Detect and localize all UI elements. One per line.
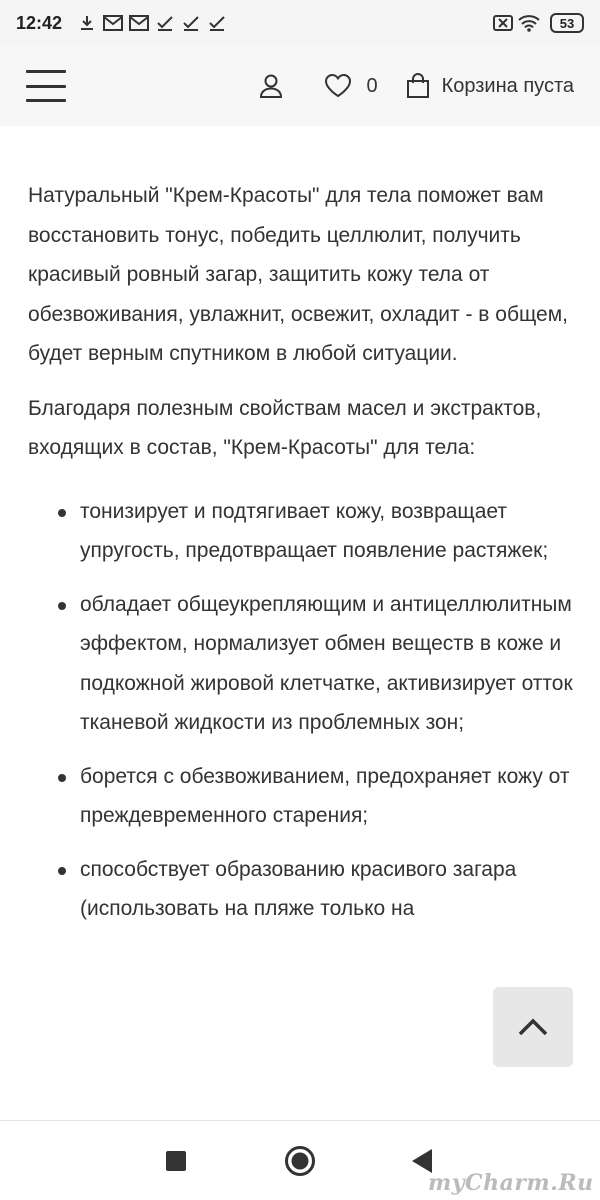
check-icon <box>154 12 176 34</box>
scroll-to-top-button[interactable] <box>493 987 573 1067</box>
cart-button[interactable] <box>406 73 574 99</box>
site-header <box>0 46 600 126</box>
watermark: myCharm.Ru <box>428 1170 594 1196</box>
status-time: 12:42 <box>16 12 63 33</box>
recents-button[interactable] <box>158 1143 194 1179</box>
download-icon <box>76 12 98 34</box>
description-paragraph: Натуральный "Крем-Красоты" для тела поможет вам восстановить тонус, победить целлюлит, получить красивый ровный загар, защитить кожу тела от обезвоживания, увлажнит, освежит, охладит - в общем, будет верным спутником в любой ситуации. <box>28 184 568 365</box>
menu-button[interactable] <box>26 70 66 102</box>
menu-icon-line <box>26 99 66 102</box>
user-icon <box>258 73 284 99</box>
heart-icon <box>324 73 352 99</box>
battery-icon: 53 <box>550 13 584 33</box>
wishlist-button[interactable] <box>324 73 377 99</box>
menu-icon-line <box>26 85 66 88</box>
shopping-bag-icon <box>406 73 430 99</box>
home-button[interactable] <box>282 1143 318 1179</box>
list-item: обладает общеукрепляющим и антицеллюлитным эффектом, нормализует обмен веществ в коже и подкожной жировой клетчатке, активизирует отток тканевой жидкости из проблемных зон; <box>80 585 576 743</box>
list-item: тонизирует и подтягивает кожу, возвращает упругость, предотвращает появление растяжек; <box>80 492 576 571</box>
wifi-icon <box>518 12 540 34</box>
menu-icon-line <box>26 70 66 73</box>
check-icon <box>180 12 202 34</box>
check-icon <box>206 12 228 34</box>
status-right <box>492 12 584 34</box>
home-circle-icon <box>284 1145 316 1177</box>
list-item: борется с обезвоживанием, предохраняет кожу от преждевременного старения; <box>80 757 576 836</box>
sim-off-icon <box>492 12 514 34</box>
description-paragraph: Благодаря полезным свойствам масел и экстрактов, входящих в состав, "Крем-Красоты" для тела: <box>28 396 542 459</box>
recents-square-icon <box>165 1150 187 1172</box>
cart-label: Корзина пуста <box>441 74 574 97</box>
benefits-list <box>28 492 576 929</box>
account-button[interactable] <box>258 73 284 99</box>
chevron-up-icon <box>517 1017 549 1037</box>
wishlist-count: 0 <box>366 74 378 97</box>
list-item: способствует образованию красивого загара (использовать на пляже только на <box>80 850 576 929</box>
gmail-icon <box>102 12 124 34</box>
header-actions <box>258 73 574 99</box>
status-bar <box>0 0 600 46</box>
product-description <box>28 176 576 943</box>
gmail-icon <box>128 12 150 34</box>
